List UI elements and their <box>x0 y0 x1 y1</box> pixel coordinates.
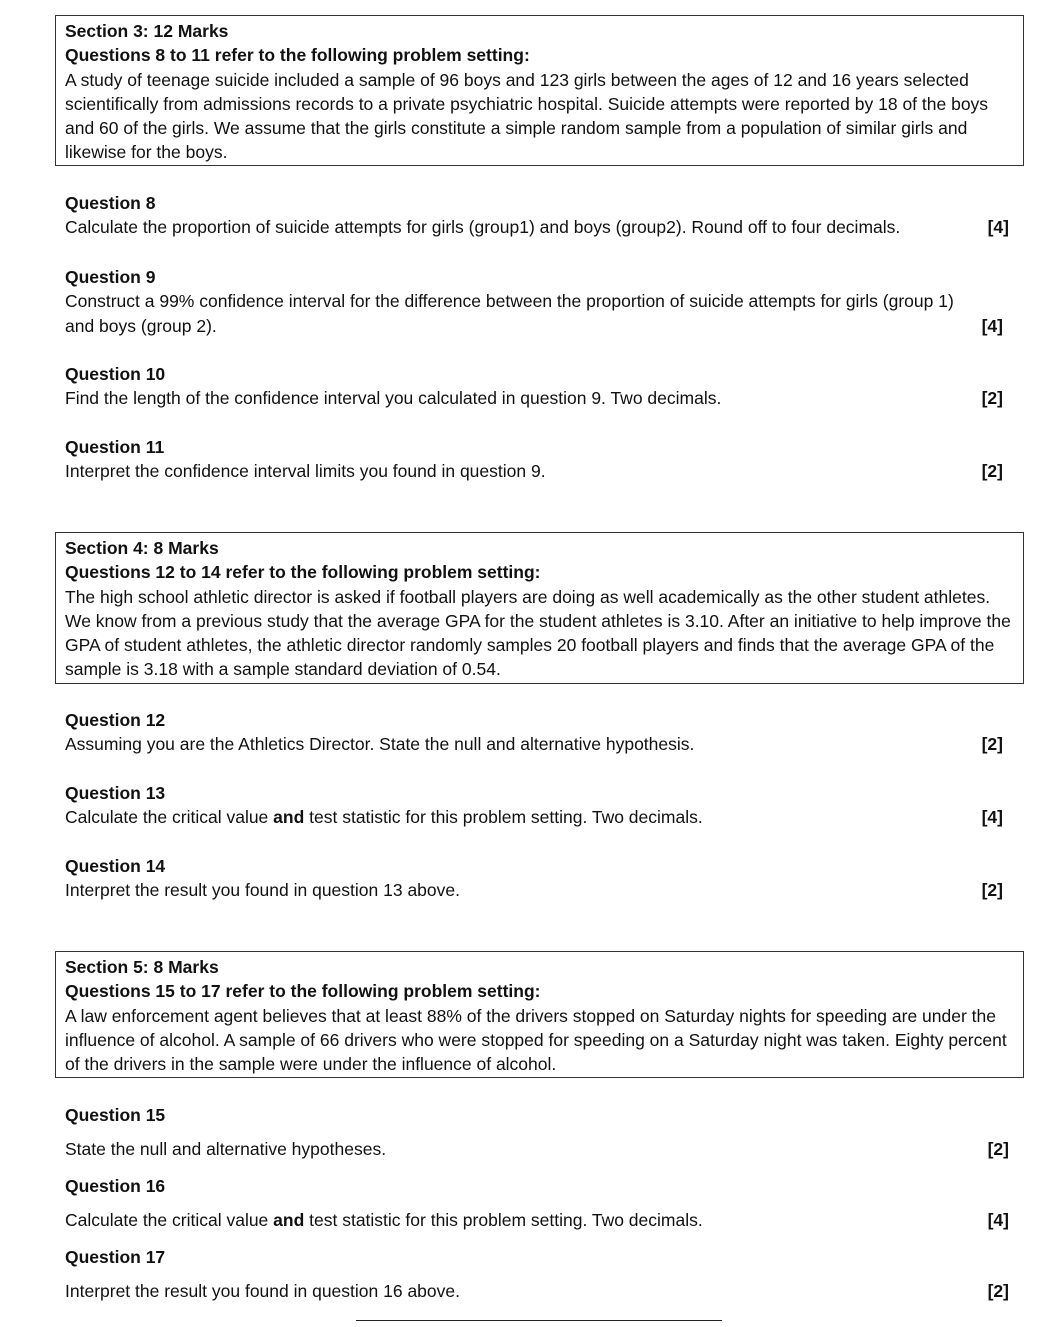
marks-label: [2] <box>981 388 1003 409</box>
question-body: Assuming you are the Athletics Director. State the null and alternative hypothesis. <box>65 734 695 755</box>
section-5-box <box>55 951 1024 1078</box>
question-title: Question 17 <box>65 1247 166 1267</box>
question-title: Question 9 <box>65 267 156 287</box>
marks-label: [4] <box>981 315 1003 336</box>
question-body: Interpret the result you found in question 13 above. <box>65 880 460 901</box>
marks-label: [4] <box>987 1210 1009 1231</box>
problem-setting: A study of teenage suicide included a sample of 96 boys and 123 girls between the ages of 12 and 16 years selected scientifically from admissions records to a private psychiatric hospital. Suicide attempts were reported by 18 of the boys and 60 of the girls. We assume that the girls constitute a simple random sample from a population of similar girls and likewise for the boys. <box>65 69 989 163</box>
question-title: Question 13 <box>65 783 166 803</box>
question-title: Question 14 <box>65 856 166 876</box>
question-title: Question 16 <box>65 1176 166 1196</box>
marks-label: [4] <box>987 217 1009 238</box>
question-body-pre: Calculate the critical value <box>65 1210 274 1231</box>
section-header: Section 5: 8 Marks <box>65 957 219 977</box>
question-8 <box>65 191 1009 240</box>
question-title: Question 15 <box>65 1105 166 1125</box>
marks-label: [2] <box>981 734 1003 755</box>
bottom-divider <box>356 1320 722 1321</box>
marks-label: [2] <box>981 880 1003 901</box>
marks-label: [2] <box>981 461 1003 482</box>
section-header: Section 4: 8 Marks <box>65 538 219 558</box>
question-body: Interpret the result you found in question 16 above. <box>65 1281 460 1302</box>
marks-label: [4] <box>981 807 1003 828</box>
question-13 <box>65 781 1009 830</box>
marks-label: [2] <box>987 1139 1009 1160</box>
question-body-bold: and <box>273 1210 305 1231</box>
question-body: Calculate the proportion of suicide attempts for girls (group1) and boys (group2). Round off to four decimals. <box>65 217 901 238</box>
question-body <box>65 807 703 827</box>
section-3-box <box>55 15 1024 166</box>
question-11 <box>65 435 1009 484</box>
question-title: Question 11 <box>65 437 165 457</box>
question-title: Question 8 <box>65 193 156 213</box>
question-title: Question 10 <box>65 364 166 384</box>
question-15 <box>65 1103 1009 1162</box>
question-body-pre: Calculate the critical value <box>65 807 274 828</box>
question-body: Find the length of the confidence interval you calculated in question 9. Two decimals. <box>65 388 722 409</box>
question-body-post: test statistic for this problem setting. Two decimals. <box>304 807 703 828</box>
question-body <box>65 1210 703 1230</box>
question-14 <box>65 854 1009 903</box>
section-subheader: Questions 8 to 11 refer to the following problem setting: <box>65 45 530 66</box>
question-body-line-1: Construct a 99% confidence interval for the difference between the proportion of suicide attempts for girls (group 1) <box>65 291 954 312</box>
problem-setting: The high school athletic director is asked if football players are doing as well academically as the other student athletes. We know from a previous study that the average GPA for the student athletes is 3.10. After an initiative to help improve the GPA of student athletes, the athletic director randomly samples 20 football players and finds that the average GPA of the sample is 3.18 with a sample standard deviation of 0.54. <box>65 586 1011 680</box>
problem-setting: A law enforcement agent believes that at least 88% of the drivers stopped on Saturday nights for speeding are under the influence of alcohol. A sample of 66 drivers who were stopped for speeding on a Saturday night was taken. Eighty percent of the drivers in the sample were under the influence of alcohol. <box>65 1005 1007 1075</box>
section-4-box <box>55 532 1024 684</box>
section-subheader: Questions 15 to 17 refer to the following problem setting: <box>65 981 541 1002</box>
question-body-bold: and <box>273 807 305 828</box>
section-subheader: Questions 12 to 14 refer to the following problem setting: <box>65 562 541 583</box>
question-10 <box>65 362 1009 411</box>
marks-label: [2] <box>987 1281 1009 1302</box>
question-title: Question 12 <box>65 710 166 730</box>
section-header: Section 3: 12 Marks <box>65 21 229 41</box>
question-17 <box>65 1245 1009 1304</box>
question-16 <box>65 1174 1009 1233</box>
question-9 <box>65 265 1009 338</box>
question-12 <box>65 708 1009 757</box>
question-body-line-2: and boys (group 2). <box>65 315 217 336</box>
question-body: State the null and alternative hypotheses. <box>65 1139 387 1160</box>
question-body: Interpret the confidence interval limits you found in question 9. <box>65 461 546 482</box>
question-body-post: test statistic for this problem setting. Two decimals. <box>304 1210 703 1231</box>
